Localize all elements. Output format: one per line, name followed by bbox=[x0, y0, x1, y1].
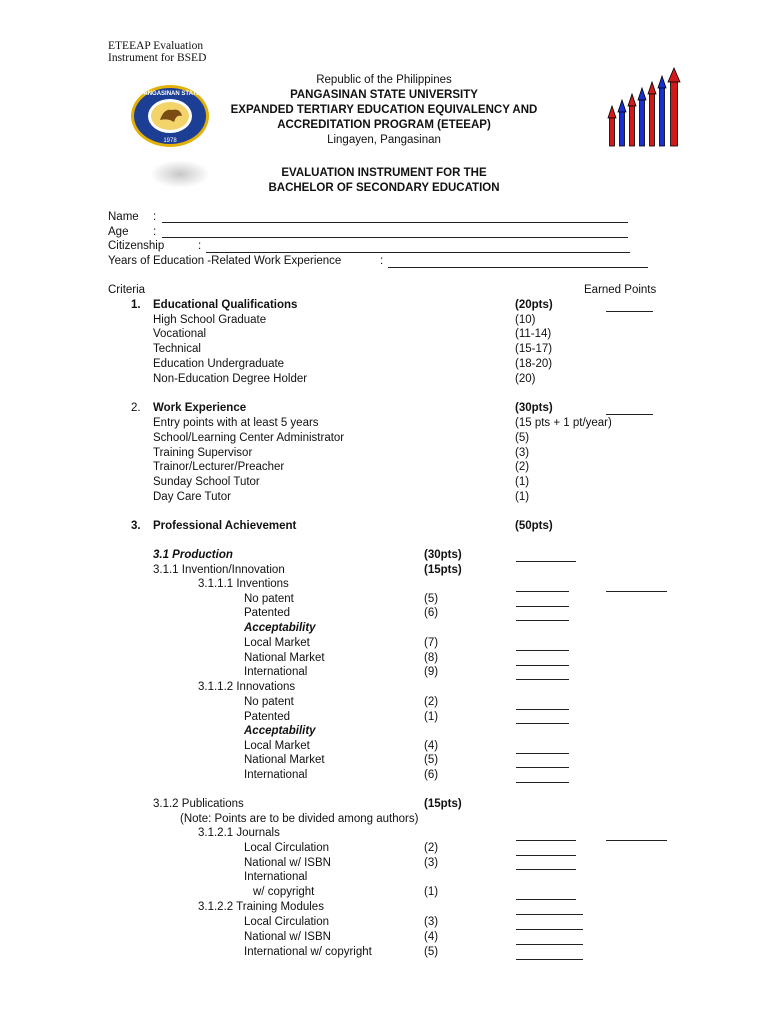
university-name: PANGASINAN STATE UNIVERSITY bbox=[290, 89, 478, 101]
module-item-label: International w/ copyright bbox=[244, 946, 372, 958]
journal-item-field[interactable] bbox=[516, 899, 576, 900]
citizenship-label: Citizenship bbox=[108, 240, 165, 252]
sec3-pts: (50pts) bbox=[515, 520, 553, 532]
module-item-field[interactable] bbox=[516, 929, 583, 930]
age-field[interactable] bbox=[162, 237, 628, 238]
innov-acc-field[interactable] bbox=[516, 767, 569, 768]
innov-item-field[interactable] bbox=[516, 723, 569, 724]
years-colon: : bbox=[380, 255, 384, 267]
instrument-title1: EVALUATION INSTRUMENT FOR THE bbox=[281, 167, 487, 179]
sec2-item-pts: (2) bbox=[515, 461, 530, 473]
innov-acc-field[interactable] bbox=[516, 782, 569, 783]
inv-acc-field[interactable] bbox=[516, 650, 569, 651]
name-colon: : bbox=[153, 211, 157, 223]
instrument-title2: BACHELOR OF SECONDARY EDUCATION bbox=[268, 182, 500, 194]
program-line2: ACCREDITATION PROGRAM (ETEEAP) bbox=[277, 119, 491, 131]
inv-item-label: Patented bbox=[244, 607, 291, 619]
production-label: 3.1 Production bbox=[153, 549, 233, 561]
sec2-item-pts: (15 pts + 1 pt/year) bbox=[515, 417, 612, 429]
publications-pts: (15pts) bbox=[424, 798, 462, 810]
years-field[interactable] bbox=[388, 267, 648, 268]
sec2-item-pts: (1) bbox=[515, 476, 530, 488]
program-line1: EXPANDED TERTIARY EDUCATION EQUIVALENCY AND bbox=[230, 104, 538, 116]
sec1-item-label: Vocational bbox=[153, 328, 207, 340]
sec1-item-pts: (11-14) bbox=[515, 328, 552, 340]
journal-item-pts: (3) bbox=[424, 857, 439, 869]
age-label: Age bbox=[108, 226, 129, 238]
module-item-field[interactable] bbox=[516, 959, 583, 960]
sec1-title: Educational Qualifications bbox=[153, 299, 298, 311]
journals-earned-field[interactable] bbox=[516, 840, 576, 841]
earned-points-label: Earned Points bbox=[584, 284, 657, 296]
innov-acceptability: Acceptability bbox=[244, 725, 316, 737]
sec2-earned-field[interactable] bbox=[606, 414, 653, 415]
sec1-item-pts: (15-17) bbox=[515, 343, 553, 355]
inv-item-field[interactable] bbox=[516, 606, 569, 607]
sec1-item-pts: (18-20) bbox=[515, 358, 553, 370]
inv-acceptability: Acceptability bbox=[244, 622, 316, 634]
innov-acc-pts: (5) bbox=[424, 754, 439, 766]
sec2-item-pts: (1) bbox=[515, 491, 530, 503]
republic-line: Republic of the Philippines bbox=[316, 74, 452, 86]
sec3-title: Professional Achievement bbox=[153, 520, 297, 532]
inv-acc-label: Local Market bbox=[244, 637, 310, 649]
journal-item-pts: (2) bbox=[424, 842, 439, 854]
journal-item-pts: (1) bbox=[424, 886, 439, 898]
publications-earned-field[interactable] bbox=[606, 840, 667, 841]
sec1-item-pts: (20) bbox=[515, 373, 536, 385]
sec1-item-label: High School Graduate bbox=[153, 314, 267, 326]
sec2-item-label: Trainor/Lecturer/Preacher bbox=[153, 461, 285, 473]
innov-item-pts: (2) bbox=[424, 696, 439, 708]
journal-item-field[interactable] bbox=[516, 855, 576, 856]
sec1-num: 1. bbox=[131, 299, 141, 311]
doc-title-line1: ETEEAP Evaluation bbox=[108, 40, 204, 52]
authors-note: (Note: Points are to be divided among authors) bbox=[180, 813, 419, 825]
sec1-item-pts: (10) bbox=[515, 314, 536, 326]
journal-item-label: International bbox=[244, 871, 308, 883]
sec2-title: Work Experience bbox=[153, 402, 247, 414]
years-label: Years of Education -Related Work Experience bbox=[108, 255, 342, 267]
journal-item-field[interactable] bbox=[516, 869, 576, 870]
sec1-earned-field[interactable] bbox=[606, 311, 653, 312]
sec1-pts: (20pts) bbox=[515, 299, 553, 311]
location-line: Lingayen, Pangasinan bbox=[327, 134, 441, 146]
innov-acc-pts: (6) bbox=[424, 769, 439, 781]
innovations-label: 3.1.1.2 Innovations bbox=[198, 681, 296, 693]
inv-acc-field[interactable] bbox=[516, 679, 569, 680]
module-item-pts: (3) bbox=[424, 916, 439, 928]
inv-acc-label: International bbox=[244, 666, 308, 678]
innov-item-pts: (1) bbox=[424, 711, 439, 723]
criteria-label: Criteria bbox=[108, 284, 146, 296]
inv-acc-field[interactable] bbox=[516, 665, 569, 666]
innov-acc-field[interactable] bbox=[516, 753, 569, 754]
sec3-earned-field[interactable] bbox=[606, 591, 667, 592]
module-item-field[interactable] bbox=[516, 944, 583, 945]
age-colon: : bbox=[153, 226, 157, 238]
sec2-pts: (30pts) bbox=[515, 402, 553, 414]
journal-item-label: National w/ ISBN bbox=[244, 857, 331, 869]
modules-label: 3.1.2.2 Training Modules bbox=[198, 901, 324, 913]
sec3-num: 3. bbox=[131, 520, 141, 532]
inv-item-pts: (5) bbox=[424, 593, 439, 605]
name-field[interactable] bbox=[162, 222, 628, 223]
production-pts: (30pts) bbox=[424, 549, 462, 561]
sec2-item-label: Sunday School Tutor bbox=[153, 476, 260, 488]
inv-acc-pts: (8) bbox=[424, 652, 439, 664]
production-earned-field[interactable] bbox=[516, 561, 576, 562]
invention-pts: (15pts) bbox=[424, 564, 462, 576]
svg-text:PANGASINAN STATE: PANGASINAN STATE bbox=[139, 91, 201, 97]
inventions-label: 3.1.1.1 Inventions bbox=[198, 578, 289, 590]
journals-label: 3.1.2.1 Journals bbox=[198, 827, 280, 839]
name-label: Name bbox=[108, 211, 139, 223]
seal-year: 1978 bbox=[163, 138, 177, 144]
sec1-item-label: Non-Education Degree Holder bbox=[153, 373, 308, 385]
sec2-item-pts: (3) bbox=[515, 447, 530, 459]
journal-item-label: w/ copyright bbox=[253, 886, 315, 898]
inv-item-label: No patent bbox=[244, 593, 294, 605]
sec2-num: 2. bbox=[131, 402, 141, 414]
inv-item-field[interactable] bbox=[516, 620, 569, 621]
inv-acc-pts: (9) bbox=[424, 666, 439, 678]
innov-acc-label: International bbox=[244, 769, 308, 781]
publications-label: 3.1.2 Publications bbox=[153, 798, 244, 810]
sec2-item-label: School/Learning Center Administrator bbox=[153, 432, 345, 444]
module-item-label: National w/ ISBN bbox=[244, 931, 331, 943]
innov-acc-label: Local Market bbox=[244, 740, 310, 752]
inventions-earned-field[interactable] bbox=[516, 591, 569, 592]
module-item-pts: (5) bbox=[424, 946, 439, 958]
sec2-item-label: Entry points with at least 5 years bbox=[153, 417, 319, 429]
innov-acc-label: National Market bbox=[244, 754, 325, 766]
sec2-item-label: Day Care Tutor bbox=[153, 491, 231, 503]
inv-acc-pts: (7) bbox=[424, 637, 439, 649]
module-item-pts: (4) bbox=[424, 931, 439, 943]
innov-acc-pts: (4) bbox=[424, 740, 439, 752]
sec1-item-label: Education Undergraduate bbox=[153, 358, 285, 370]
innov-item-field[interactable] bbox=[516, 709, 569, 710]
citizenship-field[interactable] bbox=[206, 252, 630, 253]
inv-item-pts: (6) bbox=[424, 607, 439, 619]
citizenship-colon: : bbox=[198, 240, 202, 252]
invention-label: 3.1.1 Invention/Innovation bbox=[153, 564, 285, 576]
modules-earned-field[interactable] bbox=[516, 914, 583, 915]
doc-title-line2: Instrument for BSED bbox=[108, 52, 207, 64]
sec2-item-pts: (5) bbox=[515, 432, 530, 444]
sec1-item-label: Technical bbox=[153, 343, 201, 355]
inv-acc-label: National Market bbox=[244, 652, 325, 664]
module-item-label: Local Circulation bbox=[244, 916, 330, 928]
sec2-item-label: Training Supervisor bbox=[153, 447, 253, 459]
innov-item-label: No patent bbox=[244, 696, 294, 708]
journal-item-label: Local Circulation bbox=[244, 842, 330, 854]
innov-item-label: Patented bbox=[244, 711, 291, 723]
